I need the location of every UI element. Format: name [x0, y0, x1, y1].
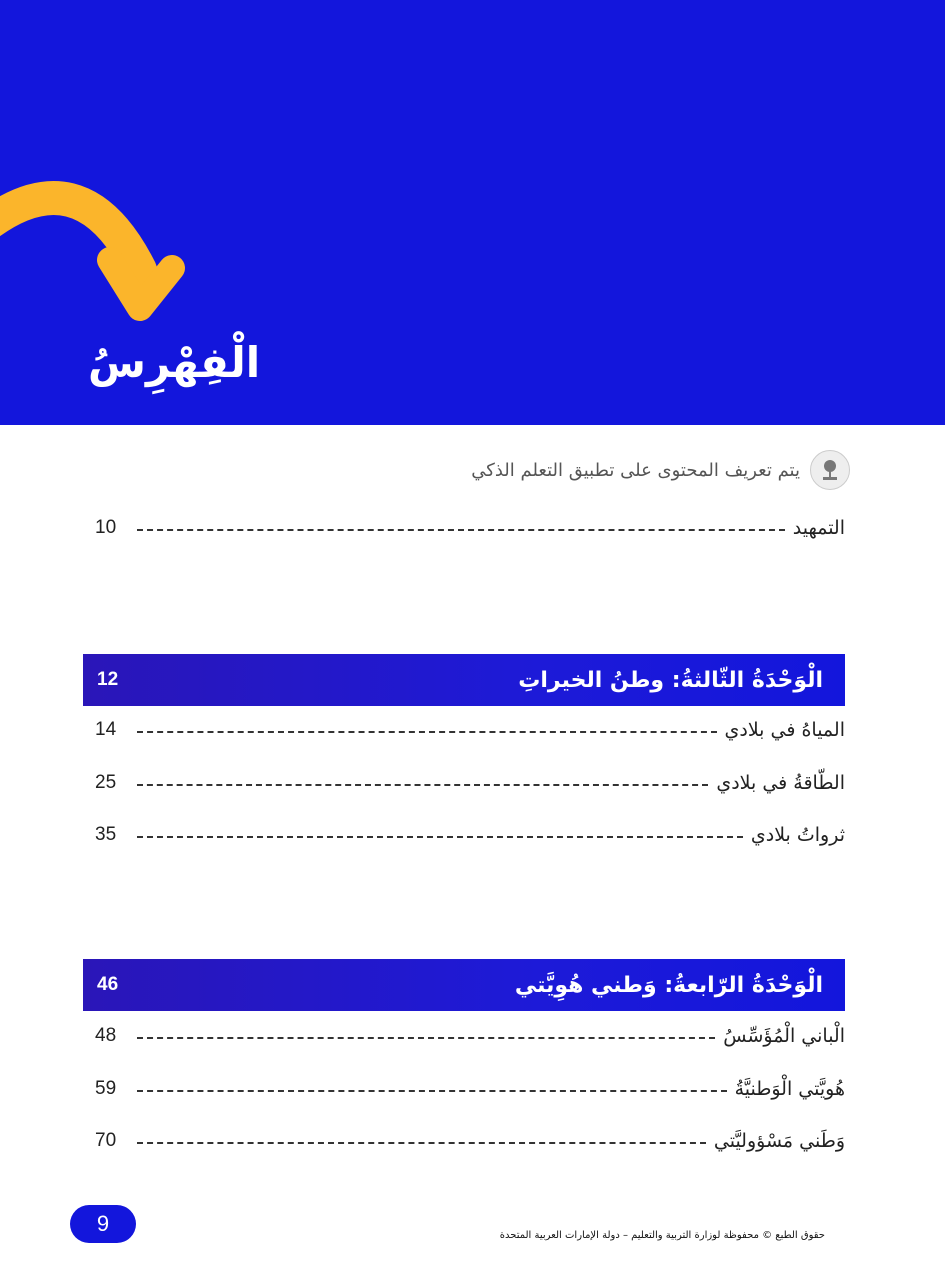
tree-logo-icon: [810, 450, 850, 490]
copyright-notice: حقوق الطبع © محفوظة لوزارة التربية والتعليم – دولة الإمارات العربية المتحدة: [499, 1230, 825, 1241]
toc-title: التمهيد: [792, 517, 845, 539]
page-number: 35: [95, 824, 117, 845]
toc-row-lesson[interactable]: [95, 766, 845, 800]
notice-text: يتم تعريف المحتوى على تطبيق التعلم الذكي: [471, 459, 800, 481]
dotted-leader: [137, 529, 785, 531]
toc-title: المياهُ في بلادي: [724, 719, 845, 741]
dotted-leader: [137, 1090, 727, 1092]
unit-title: الْوَحْدَةُ الثّالثةُ: وطنُ الخيراتِ: [518, 667, 823, 693]
toc-row-lesson[interactable]: [95, 818, 845, 852]
dotted-leader: [137, 836, 743, 838]
unit-4-header[interactable]: [83, 959, 845, 1011]
toc-title: ثرواتُ بلادي: [750, 824, 845, 846]
page-number-badge: 9: [70, 1205, 136, 1243]
unit-title: الْوَحْدَةُ الرّابعةُ: وَطني هُوِيَّتي: [514, 972, 823, 998]
unit-page-number: 12: [97, 669, 119, 690]
dotted-leader: [137, 784, 708, 786]
dotted-leader: [137, 1037, 715, 1039]
curved-arrow-icon: [0, 170, 200, 330]
header-band: [0, 0, 945, 425]
page-number: 70: [95, 1130, 117, 1151]
unit-3-header[interactable]: [83, 654, 845, 706]
toc-title: وَطَني مَسْؤوليَّتي: [713, 1130, 845, 1152]
dotted-leader: [137, 1142, 706, 1144]
page-number: 14: [95, 719, 117, 740]
page-number: 48: [95, 1025, 117, 1046]
toc-row-lesson[interactable]: [95, 713, 845, 747]
page-title: الْفِهْرِسُ: [88, 338, 261, 387]
toc-row-intro[interactable]: [95, 511, 845, 545]
smart-learning-notice: [471, 450, 850, 490]
toc-title: هُويَّتي الْوَطنيَّةُ: [734, 1078, 845, 1100]
dotted-leader: [137, 731, 717, 733]
toc-row-lesson[interactable]: [95, 1019, 845, 1053]
page-number: 59: [95, 1078, 117, 1099]
toc-row-lesson[interactable]: [95, 1072, 845, 1106]
toc-row-lesson[interactable]: [95, 1124, 845, 1158]
toc-title: الْباني الْمُؤَسِّسُ: [723, 1025, 845, 1047]
page-number: 10: [95, 517, 117, 538]
page-number: 25: [95, 772, 117, 793]
unit-page-number: 46: [97, 974, 119, 995]
toc-title: الطّاقةُ في بلادي: [716, 772, 845, 794]
